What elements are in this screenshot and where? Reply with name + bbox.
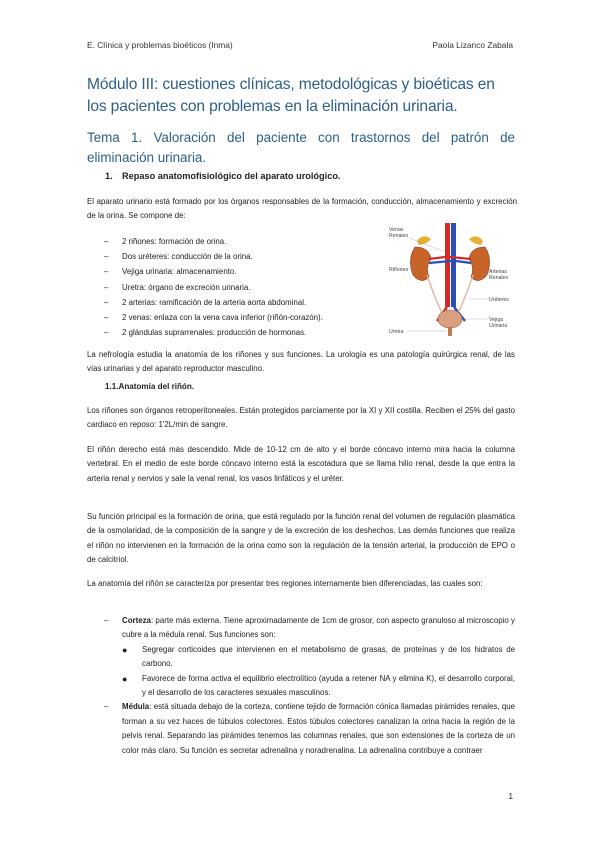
urethra bbox=[448, 327, 452, 336]
label-arterias: Arterias bbox=[489, 269, 507, 275]
label-rinones: Riñones bbox=[389, 267, 409, 273]
label-venas-renales: Renales bbox=[389, 233, 409, 239]
renal-vein-right bbox=[456, 261, 471, 263]
list-item-corteza: – Corteza: parte más externa. Tiene aproximadamente de 1cm de grosor, con aspecto granuloso al microscopio y cubre a la médula renal. Sus funciones son: bbox=[104, 616, 515, 640]
section-1-1-heading: 1.1.Anatomía del riñón. bbox=[105, 382, 195, 391]
term-corteza: Corteza bbox=[122, 616, 151, 625]
page-number: 1 bbox=[508, 791, 513, 801]
corteza-function-1: ● Segregar corticoides que intervienen en el metabolismo de grasas, de proteínas y de los hidratos de carbono. bbox=[122, 644, 515, 669]
label-venas: Venas bbox=[389, 227, 404, 233]
adrenal-gland-right bbox=[469, 236, 483, 245]
list-item: – 2 riñones: formación de orina. bbox=[104, 237, 227, 246]
renal-artery-left bbox=[429, 257, 445, 259]
header-left: E. Clínica y problemas bioéticos (Inma) bbox=[87, 40, 233, 50]
paragraph-1: Los riñones son órganos retroperitoneales. Están protegidos parciamente por la XI y XII costilla. Reciben el 25% del gasto cardiaco en reposo: 1'2L/min de sangre. bbox=[87, 406, 515, 430]
list-item: – Dos uréteres: conducción de la orina. bbox=[104, 252, 253, 262]
ureter-left bbox=[427, 275, 443, 315]
list-item: – Vejiga urinaria: almacenamiento. bbox=[104, 267, 237, 277]
kidney-right bbox=[469, 247, 490, 281]
list-item: – 2 venas: enlaza con la vena cava inferior (riñón-corazón). bbox=[104, 312, 323, 322]
section-1-heading bbox=[105, 171, 341, 181]
paragraph-2: El riñón derecho está más descendido. Mide de 10-12 cm de alto y el borde cóncavo interno mira hacia la columna vertebral. En el medio de este borde cóncavo interno está la escotadura que se llama hilio renal, desde la que entra la arteria renal y nervios y sale la venal renal, los vasos linfáticos y el uréter. bbox=[87, 445, 515, 483]
corteza-function-2: ● Favorece de forma activa el equilibrio electrolítico (ayuda a retener NA y elimina K), el desarrollo corporal, y el desarrollo de los caracteres sexuales masculinos. bbox=[122, 673, 515, 698]
list-item-medula: – Médula: está situada debajo de la corteza, contiene tejido de formación cónica llamadas pirámides renales, que forman a su vez haces de túbulos colectores. Estos túbulos colectores canalizan la orina hacia la región de la pelvis renal. Separando las pirámides tenemos las columnas renales, que son extensiones de la corteza de un color más claro. Su función es secretar adrenalina y noradrenalina. La adrenalina contribuye a contraer bbox=[104, 702, 515, 755]
label-ureteres: Uréteres bbox=[489, 297, 509, 303]
kidney-left bbox=[410, 247, 431, 281]
list-item: – 2 glándulas suprarrenales: producción de hormonas. bbox=[104, 328, 307, 338]
urinary-system-figure bbox=[385, 219, 515, 339]
section-1-number: 1. bbox=[105, 171, 113, 181]
regions-list bbox=[104, 614, 515, 758]
term-medula: Médula bbox=[122, 702, 150, 712]
nefrologia-paragraph: La nefrología estudia la anatomía de los riñones y sus funciones. La urología es una patología quirúrgica renal, de las vías urinarias y del aparato reproductor masculino. bbox=[87, 350, 515, 374]
bladder bbox=[438, 310, 462, 328]
label-urinaria: Urinaria bbox=[489, 323, 508, 329]
aorta bbox=[445, 223, 450, 307]
paragraph-4: La anatomía del riñón se caracteriza por presentar tres regiones internamente bien diferenciadas, las cuales son: bbox=[87, 579, 483, 588]
components-list bbox=[104, 234, 323, 340]
header-right: Paola Lizanco Zabala bbox=[432, 40, 513, 50]
label-arterias-renales: Renales bbox=[489, 275, 509, 281]
section-1-title: Repaso anatomofisiológico del aparato urológico. bbox=[122, 171, 341, 181]
vena-cava bbox=[451, 223, 456, 307]
intro-paragraph: El aparato urinario está formado por los órganos responsables de la formación, conducción, almacenamiento y excreción de la orina. Se compone de: bbox=[87, 197, 517, 221]
label-vejiga: Vejiga bbox=[489, 317, 504, 323]
list-item: – Uretra: órgano de excreción urinaria. bbox=[104, 282, 251, 292]
tema-title: Tema 1. Valoración del paciente con trastornos del patrón de eliminación urinaria. bbox=[87, 130, 515, 165]
list-item: – 2 arterias: ramificación de la arteria aorta abdominal. bbox=[104, 297, 307, 307]
label-uretra: Uretra bbox=[389, 329, 404, 335]
ureter-right bbox=[457, 275, 473, 315]
paragraph-3: Su función principal es la formación de orina, que está regulado por la función renal del volumen de regulación plasmática de la osmolaridad, de la composición de la sangre y de la excreción de los deshechos. Las demás funciones que realiza el riñón no intervienen en la formación de la orina como son la regulación de la tensión arterial, la producción de EPO o de calcitriol. bbox=[87, 512, 515, 565]
module-title: Módulo III: cuestiones clínicas, metodológicas y bioéticas en los pacientes con problemas en la eliminación urinaria. bbox=[87, 76, 495, 115]
